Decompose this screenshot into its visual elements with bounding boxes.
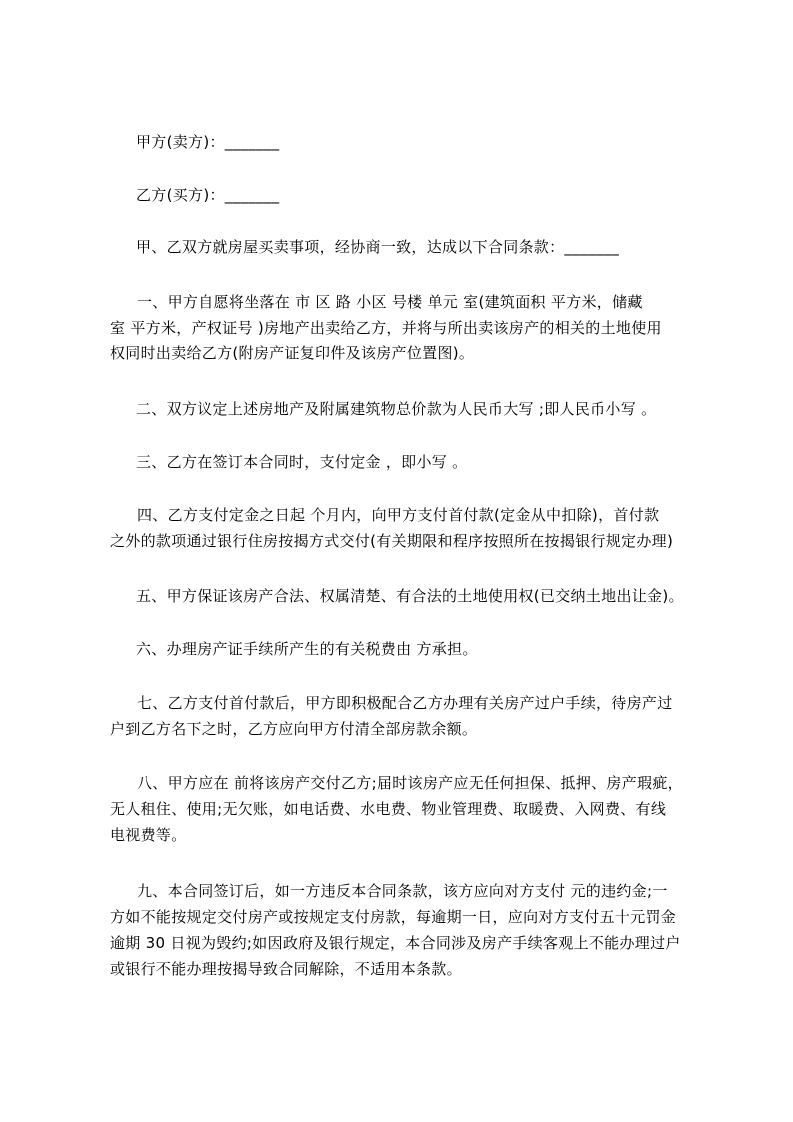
clause-3: 三、乙方在签订本合同时，支付定金 ，即小写 。 (136, 453, 468, 471)
clause-9-line: 逾期 30 日视为毁约;如因政府及银行规定，本合同涉及房产手续客观上不能办理过户 (110, 934, 681, 952)
clause-8-line: 电视费等。 (110, 826, 187, 844)
clause-1-line: 室 平方米，产权证号 )房地产出卖给乙方，并将与所出卖该房产的相关的土地使用 (110, 319, 662, 337)
party-b-line: 乙方(买方)：_______ (136, 186, 280, 204)
clause-9-line: 九、本合同签订后，如一方违反本合同条款，该方应向对方支付 元的违约金;一 (137, 882, 668, 900)
clause-5: 五、甲方保证该房产合法、权属清楚、有合法的土地使用权(已交纳土地出让金)。 (136, 587, 684, 605)
clause-1-line: 权同时出卖给乙方(附房产证复印件及该房产位置图)。 (110, 344, 475, 362)
clause-7-line: 七、乙方支付首付款后，甲方即积极配合乙方办理有关房产过户手续，待房产过 (137, 694, 673, 712)
clause-8-line: 无人租住、使用;无欠账，如电话费、水电费、物业管理费、取暖费、入网费、有线 (110, 800, 667, 818)
party-a-line: 甲方(卖方)：_______ (136, 133, 280, 151)
clause-2: 二、双方议定上述房地产及附属建筑物总价款为人民币大写 ;即人民币小写 。 (136, 400, 657, 418)
clause-9-line: 方如不能按规定交付房产或按规定支付房款，每逾期一日，应向对方支付五十元罚金 (110, 908, 677, 926)
clause-4-line: 四、乙方支付定金之日起 个月内，向甲方支付首付款(定金从中扣除)，首付款 (137, 506, 660, 524)
intro-line: 甲、乙双方就房屋买卖事项，经协商一致，达成以下合同条款：_______ (136, 238, 620, 256)
clause-4-line: 之外的款项通过银行住房按揭方式交付(有关期限和程序按照所在按揭银行规定办理) (110, 532, 674, 550)
clause-7-line: 户到乙方名下之时，乙方应向甲方付清全部房款余额。 (110, 720, 478, 738)
clause-9-line: 或银行不能办理按揭导致合同解除，不适用本条款。 (110, 960, 462, 978)
clause-8-line: 八、甲方应在 前将该房产交付乙方;届时该房产应无任何担保、抵押、房产瑕疵， (137, 774, 683, 792)
clause-6: 六、办理房产证手续所产生的有关税费由 方承担。 (136, 640, 478, 658)
clause-1-line: 一、甲方自愿将坐落在 市 区 路 小区 号楼 单元 室(建筑面积 平方米，储藏 (137, 293, 643, 311)
